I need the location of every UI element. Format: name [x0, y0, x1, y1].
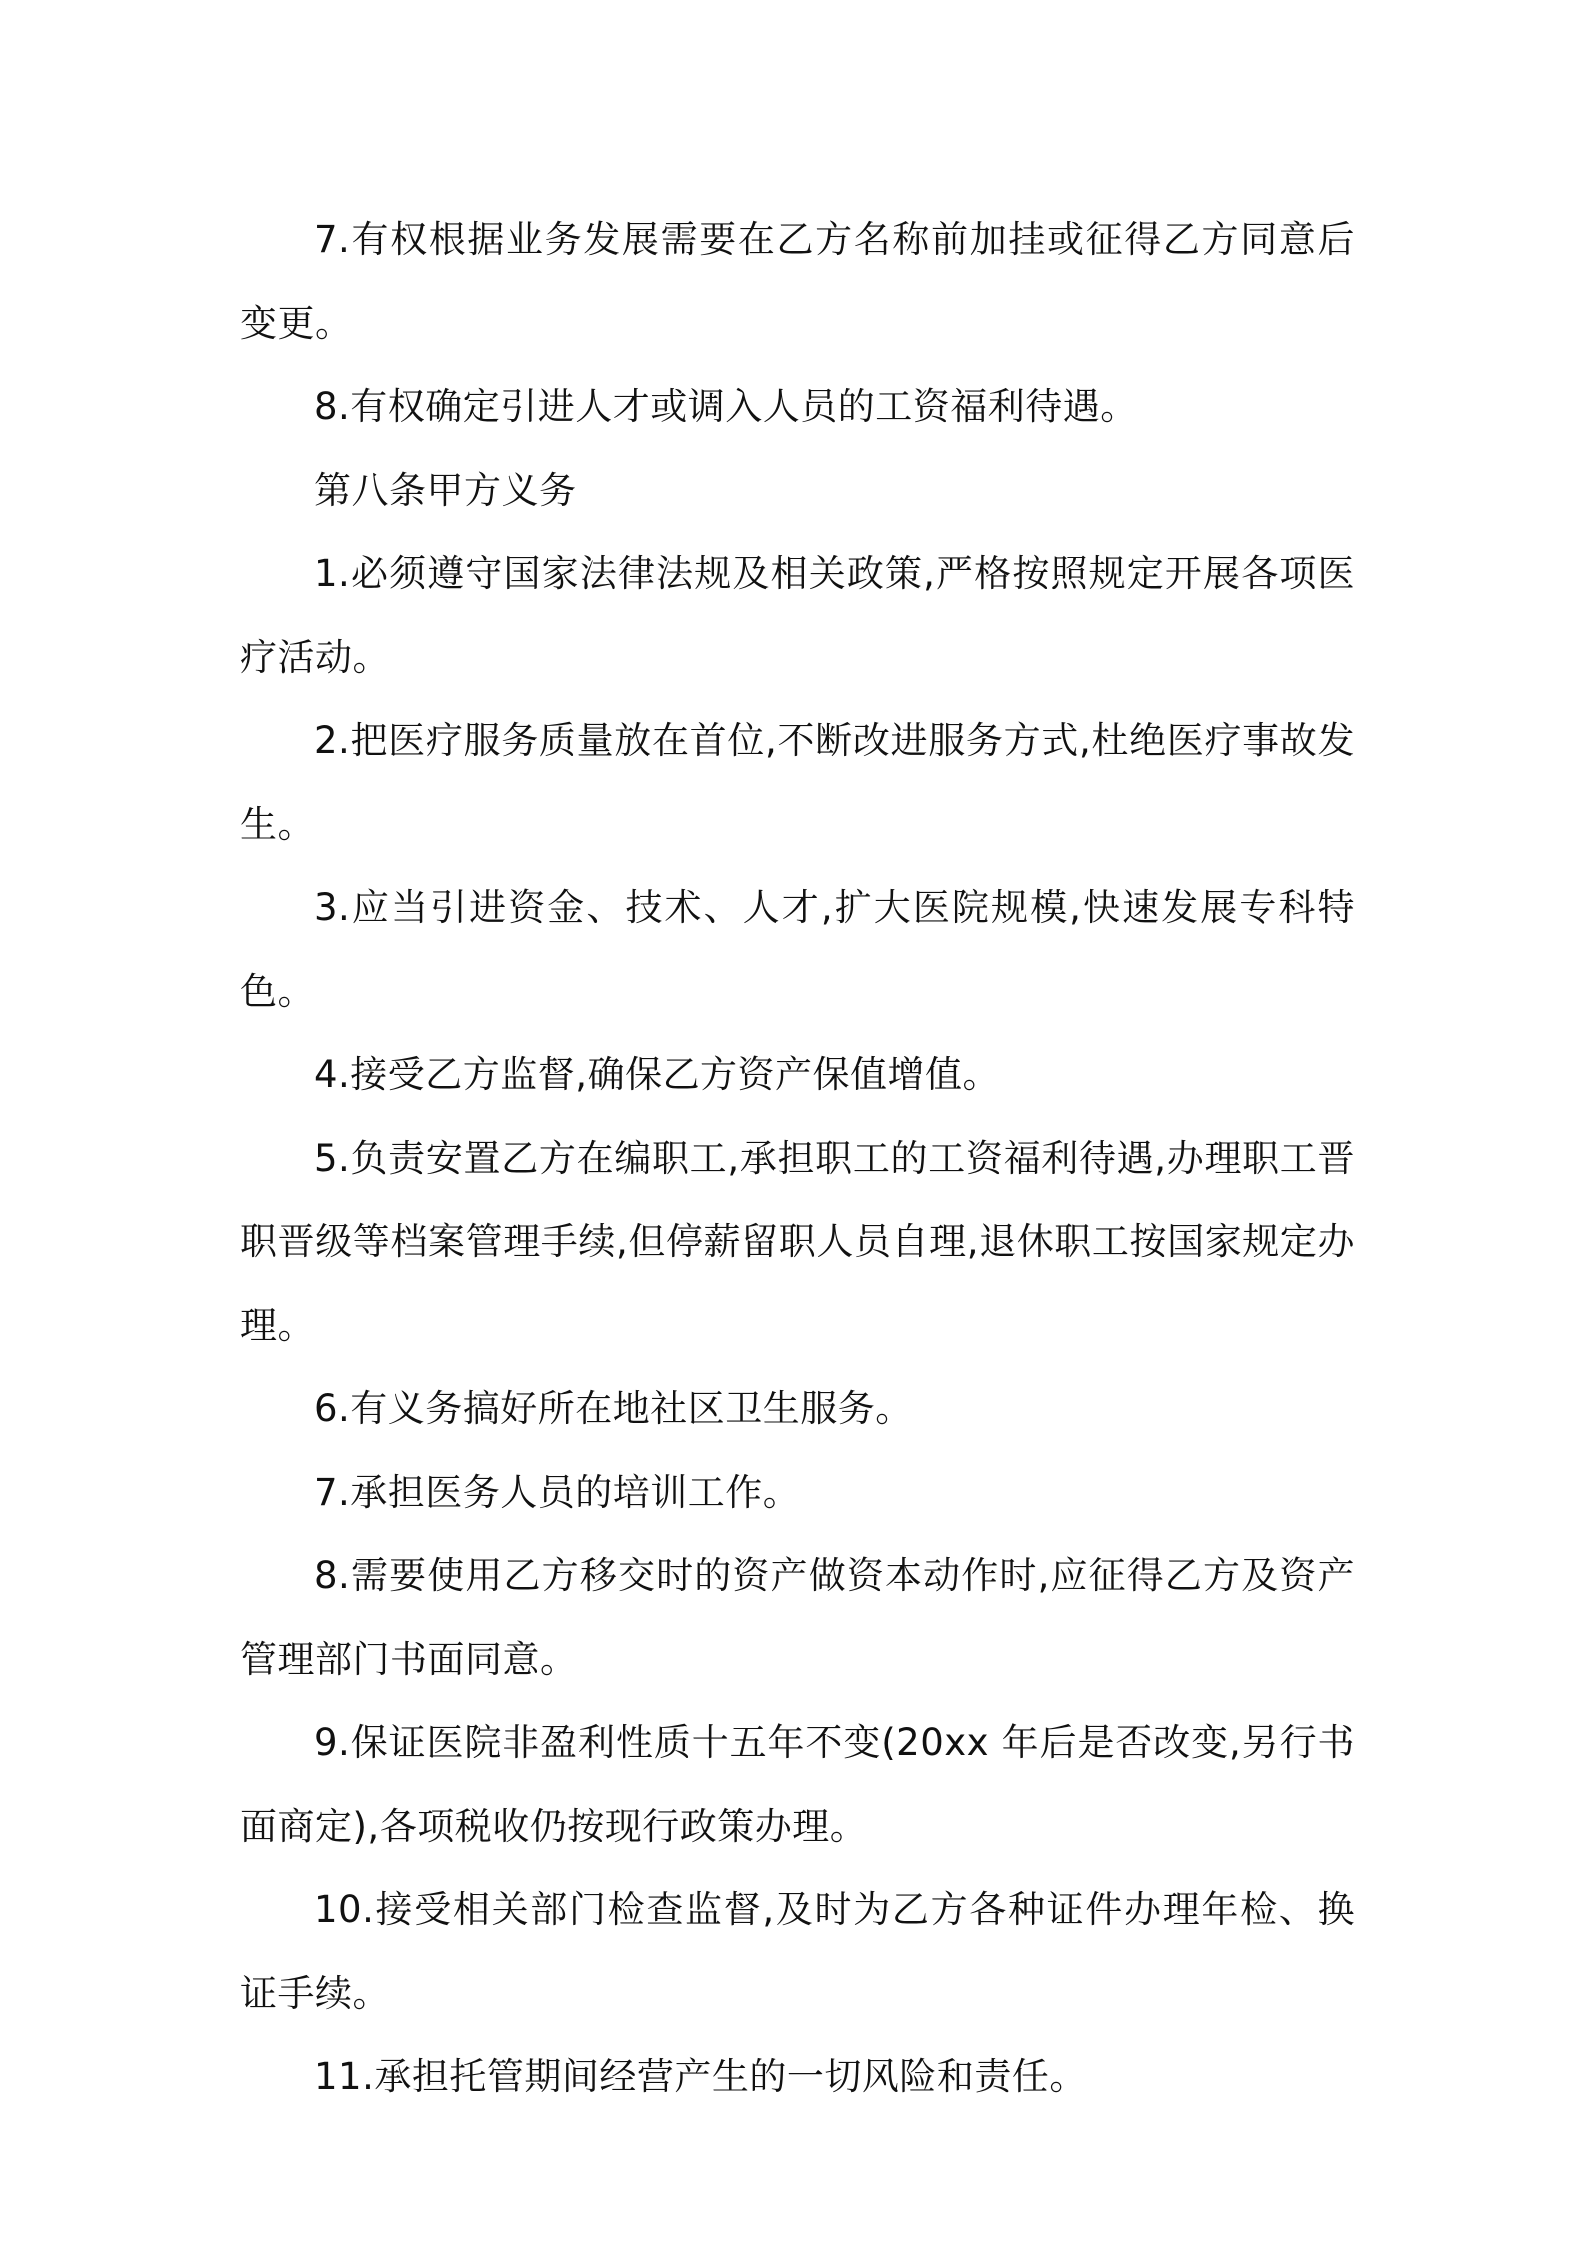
- clause-item: 6.有义务搞好所在地社区卫生服务。: [314, 1387, 913, 1430]
- clause-item: 4.接受乙方监督,确保乙方资产保值增值。: [314, 1053, 1001, 1096]
- clause-item: 7.承担医务人员的培训工作。: [314, 1470, 801, 1514]
- clause-item: 7.有权根据业务发展需要在乙方名称前加挂或征得乙方同意后变更。: [240, 218, 1355, 345]
- clause-item: 10.接受相关部门检查监督,及时为乙方各种证件办理年检、换证手续。: [240, 1888, 1355, 2015]
- clause-item: 2.把医疗服务质量放在首位,不断改进服务方式,杜绝医疗事故发生。: [240, 719, 1355, 846]
- clause-item: 8.需要使用乙方移交时的资产做资本动作时,应征得乙方及资产管理部门书面同意。: [240, 1554, 1355, 1681]
- clause-item: 11.承担托管期间经营产生的一切风险和责任。: [314, 2055, 1087, 2098]
- clause-item: 5.负责安置乙方在编职工,承担职工的工资福利待遇,办理职工晋职晋级等档案管理手续,但停薪留职人员自理,退休职工按国家规定办理。: [240, 1136, 1355, 1347]
- clause-item: 9.保证医院非盈利性质十五年不变(20xx 年后是否改变,另行书面商定),各项税收仍按现行政策办理。: [240, 1721, 1355, 1848]
- clause-item: 3.应当引进资金、技术、人才,扩大医院规模,快速发展专科特色。: [240, 886, 1355, 1013]
- document-body: [240, 198, 1355, 2119]
- section-heading: 第八条甲方义务: [314, 468, 577, 512]
- clause-item: 8.有权确定引进人才或调入人员的工资福利待遇。: [314, 385, 1138, 428]
- clause-item: 1.必须遵守国家法律法规及相关政策,严格按照规定开展各项医疗活动。: [240, 552, 1355, 679]
